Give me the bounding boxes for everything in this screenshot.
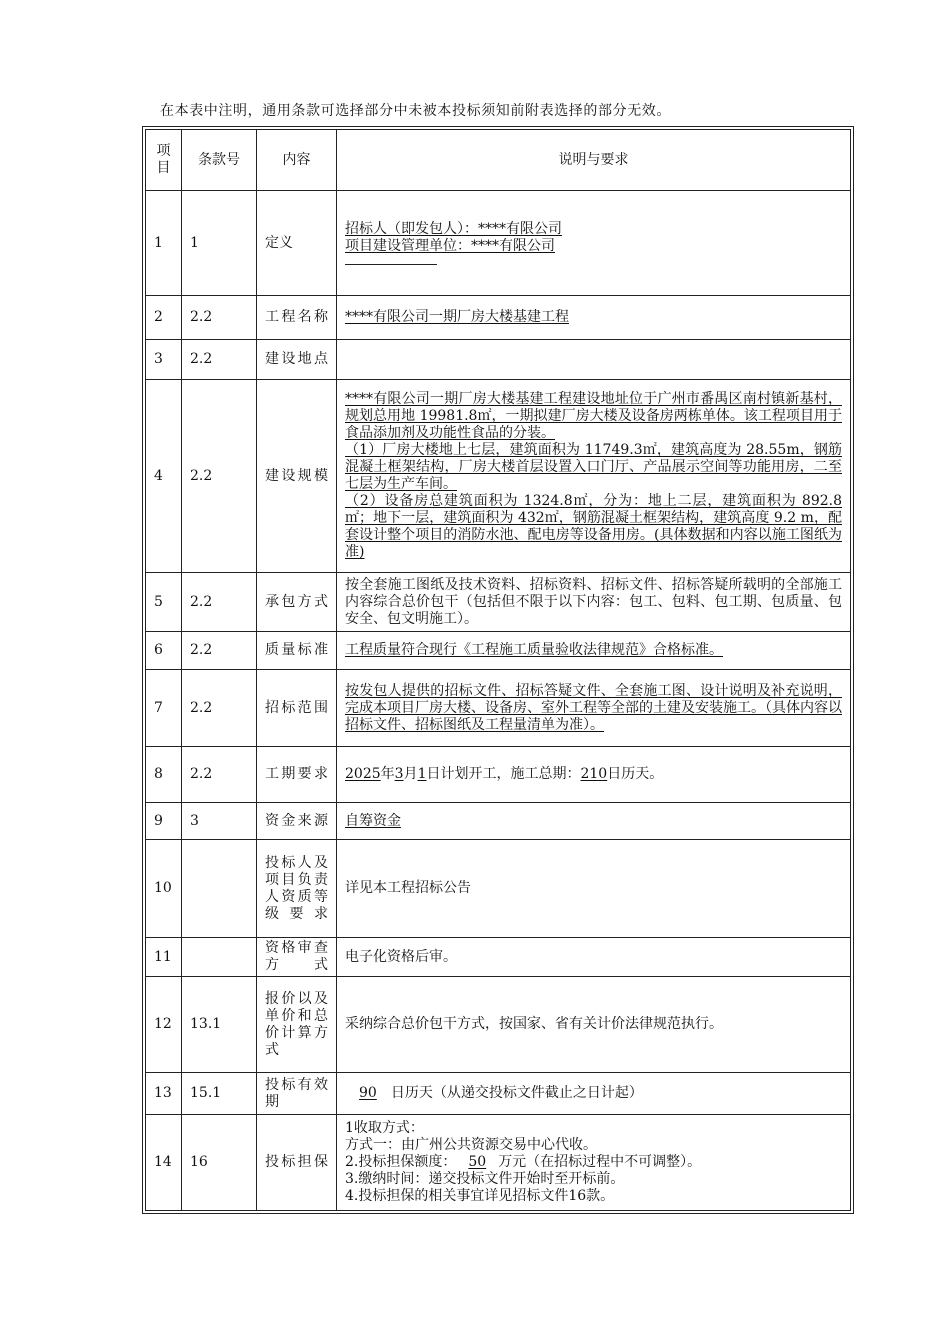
table-row [146, 380, 851, 573]
table-row [146, 1073, 851, 1115]
clause-number: 13.1 [182, 977, 257, 1073]
row-number: 4 [146, 380, 182, 573]
item-name: 招标范围 [257, 670, 337, 747]
item-description: ****有限公司一期厂房大楼基建工程 [337, 296, 851, 340]
guarantee-line [345, 1154, 842, 1171]
item-description: 按发包人提供的招标文件、招标答疑文件、全套施工图、设计说明及补充说明，完成本项目厂房大楼、设备房、室外工程等全部的土建及安装施工。（具体内容以招标文件、招标图纸及工程量清单为准）。 [337, 670, 851, 747]
clause-number: 2.2 [182, 747, 257, 803]
table-row [146, 573, 851, 632]
item-name: 建设地点 [257, 340, 337, 380]
table-row [146, 803, 851, 840]
guarantee-amount: 50 [468, 1154, 487, 1170]
description-paragraph: （2）设备房总建筑面积为 1324.8㎡，分为：地上二层，建筑面积为 892.8㎡；地下一层，建筑面积为 432㎡，钢筋混凝土框架结构，建筑高度 9.2 m，配套设计整个项目的消防水池、配电房等设备用房。(具体数据和内容以施工图纸为准) [345, 493, 842, 560]
item-description [337, 380, 851, 573]
table-row [146, 747, 851, 803]
item-name: 承包方式 [257, 573, 337, 632]
item-description [337, 1073, 851, 1115]
duration-days: 210 [580, 766, 608, 782]
amount-suffix: 万元（在招标过程中不可调整）。 [498, 1154, 702, 1170]
clause-number: 3 [182, 803, 257, 840]
item-description [337, 191, 851, 296]
item-name: 报价以及单价和总价计算方式 [257, 977, 337, 1073]
item-name: 建设规模 [257, 380, 337, 573]
day-label: 日计划开工，施工总期： [426, 766, 581, 782]
header-description: 说明与要求 [337, 130, 851, 191]
clause-number [182, 840, 257, 938]
item-description [337, 747, 851, 803]
item-name: 定义 [257, 191, 337, 296]
table-row [146, 191, 851, 296]
row-number: 7 [146, 670, 182, 747]
description-paragraph: ****有限公司一期厂房大楼基建工程建设地址位于广州市番禺区南村镇新基村，规划总用地 19981.8㎡，一期拟建厂房大楼及设备房两栋单体。该工程项目用于食品添加剂及功能性食品的分装。 [345, 391, 842, 441]
row-number: 12 [146, 977, 182, 1073]
header-content: 内容 [257, 130, 337, 191]
table-row [146, 840, 851, 938]
clause-number: 2.2 [182, 380, 257, 573]
start-day: 1 [417, 766, 427, 782]
guarantee-line: 方式一：由广州公共资源交易中心代收。 [345, 1137, 597, 1153]
clause-number: 2.2 [182, 296, 257, 340]
bid-notice-table [145, 129, 851, 1211]
table-row [146, 1115, 851, 1211]
table-row [146, 670, 851, 747]
item-description: 工程质量符合现行《工程施工质量验收法律规范》合格标准。 [337, 632, 851, 670]
description-line: 招标人（即发包人）：****有限公司 [345, 221, 562, 237]
item-description: 按全套施工图纸及技术资料、招标资料、招标文件、招标答疑所载明的全部施工内容综合总价包干（包括但不限于以下内容：包工、包料、包工期、包质量、包安全、包文明施工）。 [337, 573, 851, 632]
row-number: 5 [146, 573, 182, 632]
row-number: 8 [146, 747, 182, 803]
guarantee-line: 4.投标担保的相关事宜详见招标文件16款。 [345, 1188, 615, 1204]
table-row [146, 938, 851, 977]
item-description [337, 1115, 851, 1211]
item-name: 工期要求 [257, 747, 337, 803]
start-year: 2025 [345, 766, 381, 782]
clause-number: 16 [182, 1115, 257, 1211]
clause-number: 2.2 [182, 340, 257, 380]
row-number: 6 [146, 632, 182, 670]
item-name: 投标担保 [257, 1115, 337, 1211]
intro-note: 在本表中注明，通用条款可选择部分中未被本投标须知前附表选择的部分无效。 [160, 103, 671, 119]
header-clause: 条款号 [182, 130, 257, 191]
item-description: 电子化资格后审。 [337, 938, 851, 977]
table-row [146, 340, 851, 380]
month-label: 月 [403, 766, 418, 782]
row-number: 3 [146, 340, 182, 380]
row-number: 13 [146, 1073, 182, 1115]
row-number: 14 [146, 1115, 182, 1211]
item-description: 详见本工程招标公告 [337, 840, 851, 938]
row-number: 1 [146, 191, 182, 296]
description-line: 项目建设管理单位：****有限公司 [345, 238, 555, 254]
item-description: 自筹资金 [337, 803, 851, 840]
row-number: 9 [146, 803, 182, 840]
header-item: 项目 [146, 130, 182, 191]
validity-days: 90 [359, 1085, 377, 1101]
row-number: 10 [146, 840, 182, 938]
item-name: 投标有效期 [257, 1073, 337, 1115]
row-number: 11 [146, 938, 182, 977]
validity-label: 日历天（从递交投标文件截止之日计起） [390, 1085, 643, 1101]
clause-number: 1 [182, 191, 257, 296]
item-name: 工程名称 [257, 296, 337, 340]
amount-label: 2.投标担保额度： [345, 1154, 457, 1170]
item-name: 资金来源 [257, 803, 337, 840]
clause-number: 2.2 [182, 573, 257, 632]
guarantee-line: 3.缴纳时间：递交投标文件开始时至开标前。 [345, 1171, 625, 1187]
item-name: 投标人及项目负责人资质等级要求 [257, 840, 337, 938]
table-row [146, 977, 851, 1073]
clause-number: 2.2 [182, 632, 257, 670]
clause-number [182, 938, 257, 977]
clause-number: 15.1 [182, 1073, 257, 1115]
item-name: 资格审查方式 [257, 938, 337, 977]
row-number: 2 [146, 296, 182, 340]
duration-label: 日历天。 [607, 766, 664, 782]
item-description [337, 340, 851, 380]
table-row [146, 632, 851, 670]
year-label: 年 [380, 766, 395, 782]
guarantee-line: 1收取方式： [345, 1120, 424, 1136]
table-row [146, 296, 851, 340]
clause-number: 2.2 [182, 670, 257, 747]
item-description: 采纳综合总价包干方式，按国家、省有关计价法律规范执行。 [337, 977, 851, 1073]
start-month: 3 [394, 766, 404, 782]
description-paragraph: （1）厂房大楼地上七层，建筑面积为 11749.3㎡，建筑高度为 28.55m，钢筋混凝土框架结构，厂房大楼首层设置入口门厅、产品展示空间等功能用房，二至七层为生产车间。 [345, 442, 842, 492]
header-row [146, 130, 851, 191]
item-name: 质量标准 [257, 632, 337, 670]
underline-rule [345, 263, 437, 265]
